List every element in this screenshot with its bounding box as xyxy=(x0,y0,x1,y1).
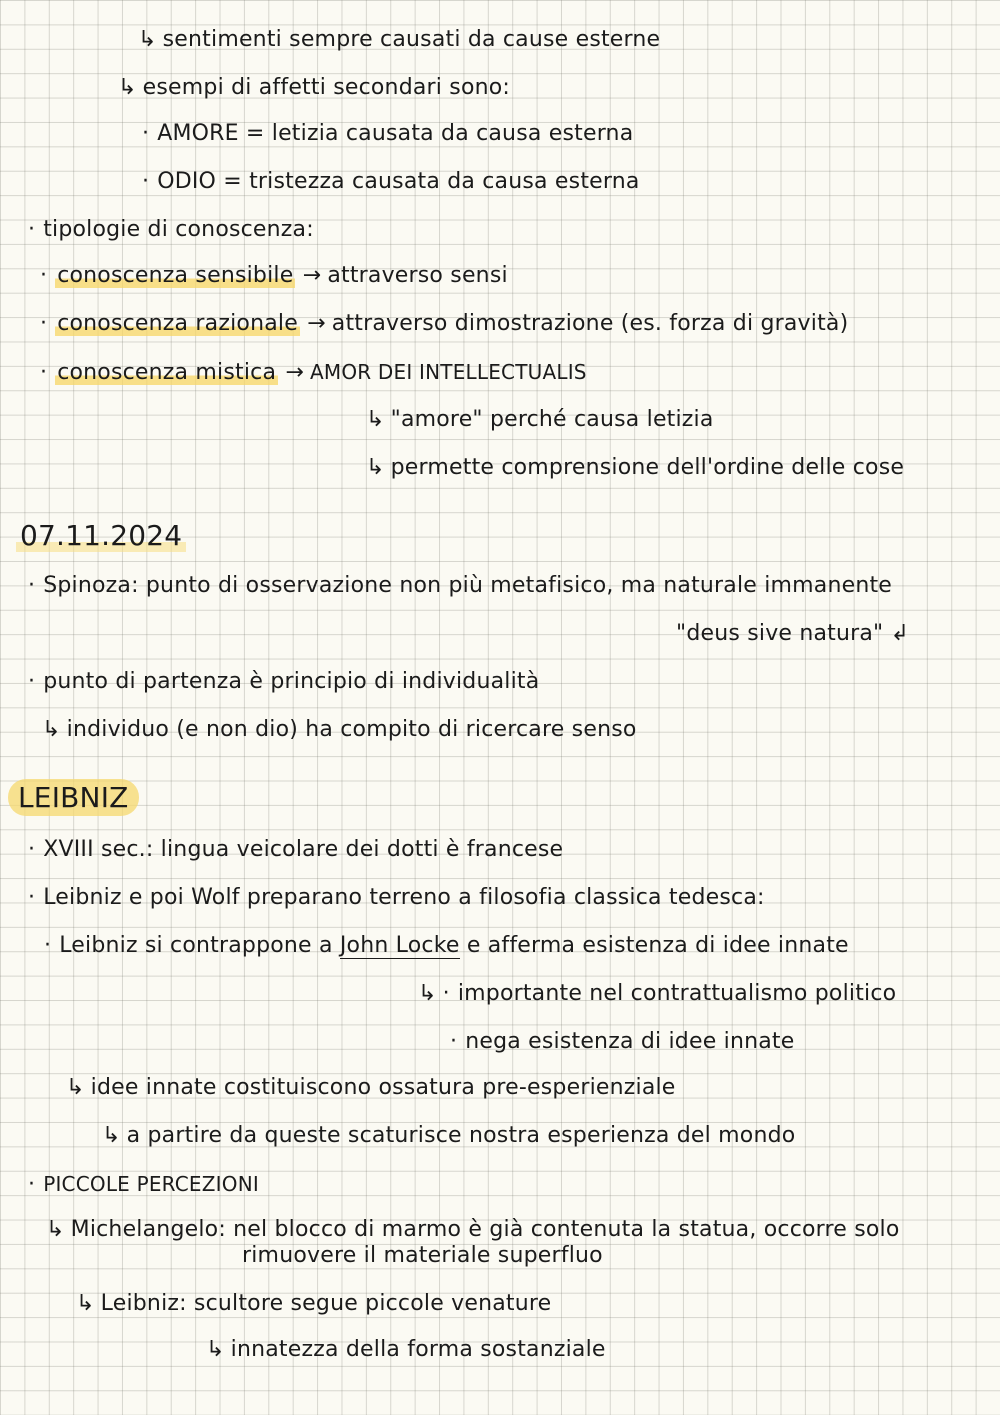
note-line xyxy=(142,120,633,148)
note-line xyxy=(28,884,765,912)
note-line xyxy=(28,572,892,600)
note-text: esempi di affetti secondari sono: xyxy=(142,75,511,100)
note-text: nega esistenza di idee innate xyxy=(465,1029,795,1054)
note-text: punto di partenza è principio di individualità xyxy=(43,669,540,694)
bullet-dot-icon: · xyxy=(28,1172,36,1197)
note-line xyxy=(66,1074,676,1102)
note-line xyxy=(118,74,510,102)
note-line xyxy=(28,836,563,864)
note-date: 07.11.2024 xyxy=(16,519,186,552)
right-arrow-icon: → xyxy=(285,360,304,385)
note-text: Spinoza: punto di osservazione non più metafisico, ma naturale immanente xyxy=(43,573,893,598)
note-line xyxy=(676,620,915,648)
highlighted-term: conoscenza sensibile xyxy=(57,263,294,288)
note-text: idee innate costituiscono ossatura pre-esperienziale xyxy=(90,1075,676,1100)
note-text: Leibniz si contrappone a xyxy=(59,933,333,958)
note-line xyxy=(76,1290,551,1318)
date-line xyxy=(16,519,186,553)
note-line xyxy=(42,716,637,744)
note-text: a partire da queste scaturisce nostra esperienza del mondo xyxy=(126,1123,796,1148)
highlighted-term: conoscenza mistica xyxy=(57,360,277,385)
corner-arrow-icon: ↳ xyxy=(366,455,385,480)
note-text: "deus sive natura" xyxy=(676,621,884,646)
corner-arrow-icon: ↳ xyxy=(46,1217,65,1242)
note-text: e afferma esistenza di idee innate xyxy=(466,933,849,958)
note-line xyxy=(40,358,587,387)
note-text: PICCOLE PERCEZIONI xyxy=(43,1172,259,1196)
bullet-dot-icon: · xyxy=(442,981,450,1006)
return-arrow-icon: ↲ xyxy=(890,621,910,646)
note-line xyxy=(242,1242,603,1270)
note-text: "amore" perché causa letizia xyxy=(390,407,714,432)
note-line xyxy=(366,406,714,434)
note-text: individuo (e non dio) ha compito di ricercare senso xyxy=(66,717,637,742)
right-arrow-icon: → xyxy=(307,311,326,336)
note-text: AMORE = letizia causata da causa esterna xyxy=(157,121,634,146)
note-line xyxy=(138,26,660,54)
note-text: sentimenti sempre causati da cause esterne xyxy=(162,27,661,52)
note-text: AMOR DEI INTELLECTUALIS xyxy=(310,360,587,384)
note-line xyxy=(44,932,849,960)
bullet-dot-icon: · xyxy=(28,837,36,862)
note-line xyxy=(40,310,848,338)
bullet-dot-icon: · xyxy=(28,217,36,242)
note-text: Michelangelo: nel blocco di marmo è già contenuta la statua, occorre solo xyxy=(70,1217,900,1242)
note-line xyxy=(28,1170,259,1199)
note-text: importante nel contrattualismo politico xyxy=(457,981,897,1006)
note-line xyxy=(28,216,314,244)
corner-arrow-icon: ↳ xyxy=(76,1291,95,1316)
note-line xyxy=(142,168,640,196)
corner-arrow-icon: ↳ xyxy=(102,1123,121,1148)
right-arrow-icon: → xyxy=(302,263,322,288)
bullet-dot-icon: · xyxy=(40,263,48,288)
bullet-dot-icon: · xyxy=(44,933,52,958)
bullet-dot-icon: · xyxy=(40,311,48,336)
note-line xyxy=(40,262,508,290)
note-line xyxy=(46,1216,900,1244)
note-line xyxy=(102,1122,795,1150)
note-text: permette comprensione dell'ordine delle cose xyxy=(390,455,905,480)
corner-arrow-icon: ↳ xyxy=(366,407,385,432)
corner-arrow-icon: ↳ xyxy=(42,717,61,742)
note-text: ODIO = tristezza causata da causa esterna xyxy=(157,169,640,194)
note-line xyxy=(206,1336,606,1364)
note-text: innatezza della forma sostanziale xyxy=(230,1337,606,1362)
note-line xyxy=(366,454,904,482)
bullet-dot-icon: · xyxy=(28,885,36,910)
note-text: Leibniz e poi Wolf preparano terreno a filosofia classica tedesca: xyxy=(43,885,765,910)
corner-arrow-icon: ↳ xyxy=(206,1337,225,1362)
corner-arrow-icon: ↳ xyxy=(118,75,137,100)
note-text: Leibniz: scultore segue piccole venature xyxy=(100,1291,552,1316)
bullet-dot-icon: · xyxy=(142,121,150,146)
note-text: rimuovere il materiale superfluo xyxy=(242,1243,603,1268)
note-text: tipologie di conoscenza: xyxy=(43,217,314,242)
bullet-dot-icon: · xyxy=(40,360,48,385)
highlighted-term: conoscenza razionale xyxy=(57,311,298,336)
corner-arrow-icon: ↳ xyxy=(66,1075,85,1100)
corner-arrow-icon: ↳ xyxy=(418,981,437,1006)
corner-arrow-icon: ↳ xyxy=(138,27,157,52)
section-heading: LEIBNIZ xyxy=(8,779,139,816)
note-text: XVIII sec.: lingua veicolare dei dotti è francese xyxy=(43,837,564,862)
bullet-dot-icon: · xyxy=(28,573,36,598)
note-text: attraverso sensi xyxy=(327,263,508,288)
bullet-dot-icon: · xyxy=(450,1029,458,1054)
section-heading-line xyxy=(8,781,139,815)
note-text: attraverso dimostrazione (es. forza di gravità) xyxy=(331,311,849,336)
note-line xyxy=(450,1028,794,1056)
bullet-dot-icon: · xyxy=(28,669,36,694)
note-line xyxy=(418,980,896,1008)
underlined-name: John Locke xyxy=(339,933,460,958)
note-line xyxy=(28,668,539,696)
bullet-dot-icon: · xyxy=(142,169,150,194)
